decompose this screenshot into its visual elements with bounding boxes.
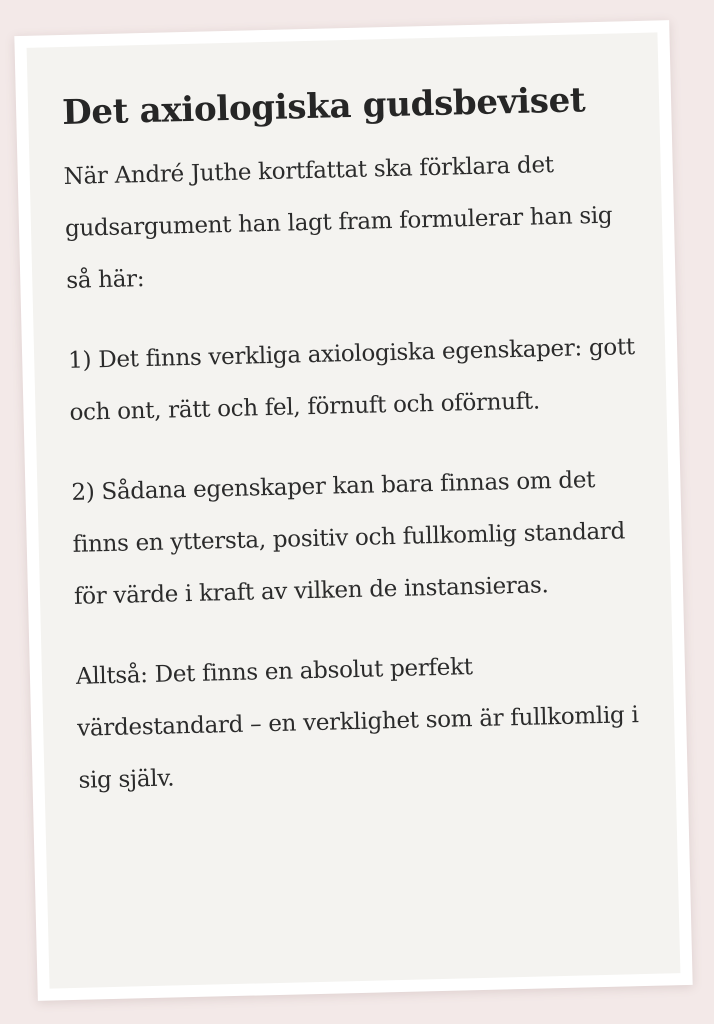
article-card (27, 32, 681, 988)
premise-one: 1) Det finns verkliga axiologiska egenskaper: gott och ont, rätt och fel, förnuft och oförnuft. (67, 334, 636, 426)
article-title: Det axiologiska gudsbeviset (61, 80, 586, 133)
premise-two: 2) Sådana egenskaper kan bara finnas om det finns en yttersta, positiv och fullkomlig standard för värde i kraft av vilken de instansieras. (71, 467, 626, 610)
conclusion: Alltså: Det finns en absolut perfekt värdestandard – en verklighet som är fullkomlig i sig själv. (75, 654, 639, 794)
photo-frame (14, 20, 692, 1001)
intro-paragraph: När André Juthe kortfattat ska förklara det gudsargument han lagt fram formulerar han sig så här: (63, 152, 613, 294)
